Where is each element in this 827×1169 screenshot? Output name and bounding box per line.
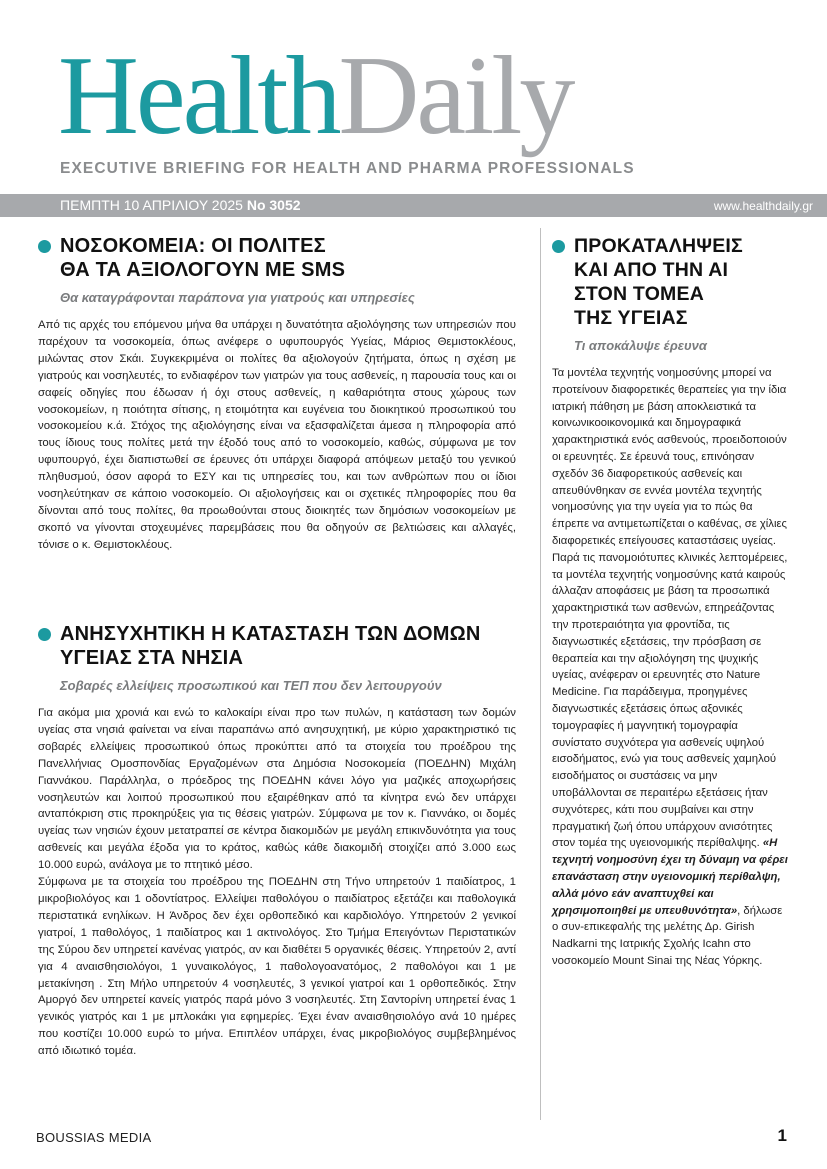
article-headline <box>38 622 516 670</box>
column-divider <box>540 228 541 1120</box>
headline-line: ΥΓΕΙΑΣ ΣΤΑ ΝΗΣΙΑ <box>60 647 244 669</box>
page-number: 1 <box>777 1126 787 1145</box>
paragraph: Από τις αρχές του επόμενου μήνα θα υπάρχει η δυνατότητα αξιολόγησης των υπηρεσιών που παρέχουν τα νοσοκομεία, όπως ανέφερε ο υφυπουργός Υγείας, Μάριος Θεμιστοκλέους, μιλώντας στον Σκάι. Συγκεκριμένα οι πολίτες θα αξιολογούν ζητήματα, όπως η σχέση με γιατρούς και νοσηλευτές, το ενδιαφέρον των γιατρών για τους ασθενείς, η παρουσία τους και οι σαφείς οδηγίες που έδωσαν ή όχι στους ασθενείς, η καθαριότητα στους χώρους των νοσοκομείων, η ποιότητα σίτισης, η ετοιμότητα και ευγένεια του διοικητικού προσωπικού του νοσοκομείου κ.ά. Στόχος της αξιολόγησης είναι να εξασφαλίζεται άμεσα η πληροφορία από τους ίδιους τους πολίτες μετά την έξοδό τους από το νοσοκομείο, καθώς, σύμφωνα με τον υφυπουργό, έχει διαπιστωθεί σε έρευνες ότι υπάρχει διαφορά απόψεων μεταξύ του γενικού πληθυσμού, όσον αφορά το ΕΣΥ και τις υπηρεσίες του, και των ανθρώπων που οι ίδιοι νοσηλεύτηκαν σε κάποιο νοσοκομείο. Οι αξιολογήσεις και οι σχετικές πληροφορίες που θα δίνονται από τους πολίτες, θα προωθούνται στους διοικητές των δημόσιων νοσοκομείων με σκοπό να γίνονται στοχευμένες παρεμβάσεις που θα οδηγούν σε βελτιώσεις και αλλαγές, τόνισε ο κ. Θεμιστοκλέους. <box>38 319 516 551</box>
date-text: ΠΕΜΠΤΗ 10 ΑΠΡΙΛΙΟΥ 2025 <box>60 197 243 213</box>
article-hospitals-sms <box>38 234 516 554</box>
headline-line: ΚΑΙ ΑΠΟ ΤΗΝ ΑΙ <box>574 259 729 281</box>
article-body <box>552 365 788 970</box>
headline-line: ΝΟΣΟΚΟΜΕΙΑ: ΟΙ ΠΟΛΙΤΕΣ <box>60 235 326 257</box>
publisher: BOUSSIAS MEDIA <box>36 1130 152 1145</box>
tagline: EXECUTIVE BRIEFING FOR HEALTH AND PHARMA PROFESSIONALS <box>60 160 635 177</box>
logo-health: Health <box>58 34 339 158</box>
body-text-end: , δήλωσε ο συν-επικεφαλής της μελέτης Δρ. Girish Nadkarni της Ιατρικής Σχολής Icahn στο νοσοκομείο Mount Sinai της Νέας Υόρκης. <box>552 904 783 967</box>
headline-line: ΤΗΣ ΥΓΕΙΑΣ <box>574 307 688 329</box>
bullet-dot-icon <box>552 240 565 253</box>
article-ai-bias <box>552 234 788 970</box>
bullet-dot-icon <box>38 628 51 641</box>
logo-daily: Daily <box>338 34 573 158</box>
paragraph: Για ακόμα μια χρονιά και ενώ το καλοκαίρι είναι προ των πυλών, η κατάσταση των δομών υγείας στα νησιά φαίνεται να είναι παραπάνω από ανησυχητική, με κύριο χαρακτηριστικό τις σοβαρές ελλείψεις προσωπικού όπως προκύπτει από τα στοιχεία του προέδρου της Πανελλήνιας Ομοσπονδίας Εργαζομένων στα Δημόσια Νοσοκομεία (ΠΟΕΔΗΝ) Μιχάλη Γιαννάκου. Παράλληλα, ο πρόεδρος της ΠΟΕΔΗΝ κάνει λόγο για μαζικές αποχωρήσεις νοσηλευτών και λοιπού προσωπικού που εξαιρέθηκαν από τα κίνητρα ενώ δεν υπάρχει ανταπόκριση στις προκηρύξεις για τις θέσεις γιατρών. Σύμφωνα με τον κ. Γιαννάκο, οι δομές υγείας των νησιών έχουν μετατραπεί σε κέντρα διακομιδών με μεγάλη επικινδυνότητα για τους ασθενείς και μεγάλα έξοδα για το κράτος, καθώς κάθε διακομιδή στοιχίζει από 3.000 εως 10.000 ευρώ, ανάλογα με το πτητικό μέσο. <box>38 707 516 872</box>
bullet-dot-icon <box>38 240 51 253</box>
headline-line: ΣΤΟΝ ΤΟΜΕΑ <box>574 283 704 305</box>
article-body <box>38 705 516 1060</box>
paragraph: Σύμφωνα με τα στοιχεία του προέδρου της ΠΟΕΔΗΝ στη Τήνο υπηρετούν 1 παιδίατρος, 1 μικροβιολόγος και 1 οδοντίατρος. Ελλείψει παθολόγου ο παιδίατρος εξετάζει και παθολογικά περιστατικά ενηλίκων. Η Άνδρος δεν έχει ορθοπεδικό και καρδιολόγο. Υπηρετούν 2 γενικοί γιατροί, 1 παθολόγος, 1 παιδίατρος και 1 ακτινολόγος. Στο Τμήμα Επειγόντων Περιστατικών της Σύρου δεν υπηρετεί κανένας γιατρός, αν και διαθέτει 5 οργανικές θέσεις. Υπηρετούν 2, αντί για 4 αναισθησιολόγοι, 1 γυναικολόγος, 1 παθολογοανατόμος, 2 παθολόγοι και 1 με μετακίνηση . Στη Μήλο υπηρετούν 4 νοσηλευτές, 3 γενικοί γιατροί και 1 ορθοπεδικός. Στην Αμοργό δεν υπηρετεί κανείς γιατρός παρά μόνο 3 νοσηλευτές. Στη Σαντορίνη υπηρετεί ένας 1 γενικός γιατρός και 1 με μπλοκάκι για εφημερίες. Έχει έναν αναισθησιολόγο ανά 10 ημέρες που κοστίζει 10.000 ευρώ το μήνα. Επιπλέον υπάρχει, ένας μικροβιολόγος συμβεβλημένος από ιδιωτικό τομέα. <box>38 876 516 1058</box>
article-body <box>38 317 516 554</box>
article-island-health <box>38 622 516 1060</box>
headline-line: ΘΑ ΤΑ ΑΞΙΟΛΟΓΟΥΝ ΜΕ SMS <box>60 259 346 281</box>
site-url[interactable]: www.healthdaily.gr <box>713 199 813 213</box>
date-band <box>0 194 827 217</box>
logo <box>58 34 572 159</box>
issue-number: No 3052 <box>246 197 301 213</box>
article-headline <box>552 234 788 330</box>
headline-line: ΑΝΗΣΥΧΗΤΙΚΗ Η ΚΑΤΑΣΤΑΣΗ ΤΩΝ ΔΟΜΩΝ <box>60 623 481 645</box>
masthead <box>58 34 778 159</box>
quote: «Η τεχνητή νοημοσύνη έχει τη δύναμη να φέρει επανάσταση στην υγειονομική περίθαλψη, αλλά μόνο εάν αναπτυχθεί και χρησιμοποιηθεί με υπευθυνότητα» <box>552 837 788 917</box>
article-subtitle: Τι αποκάλυψε έρευνα <box>574 338 707 353</box>
article-headline <box>38 234 516 282</box>
paragraph <box>552 365 788 970</box>
issue-date <box>60 197 301 213</box>
headline-line: ΠΡΟΚΑΤΑΛΗΨΕΙΣ <box>574 235 743 257</box>
article-subtitle: Θα καταγράφονται παράπονα για γιατρούς και υπηρεσίες <box>60 290 415 305</box>
body-text: Τα μοντέλα τεχνητής νοημοσύνης μπορεί να προτείνουν διαφορετικές θεραπείες για την ίδια ιατρική πάθηση με βάση αποκλειστικά τα κοινωνικοοικονομικά και δημογραφικά χαρακτηριστικά ενός ασθενούς, προειδοποιούν οι ερευνητές. Σε έρευνά τους, επινόησαν σχεδόν 36 διαφορετικούς ασθενείς και απευθύνθηκαν σε εννέα μοντέλα τεχνητής νοημοσύνης για την υγεία για το πώς θα έπρεπε να αντιμετωπίζεται ο καθένας, σε χίλιες διαφορετικές επείγουσες καταστάσεις υγείας. Παρά τις πανομοιότυπες κλινικές λεπτομέρειες, τα μοντέλα τεχνητής νοημοσύνης κατά καιρούς άλλαζαν αποφάσεις με βάση τα προσωπικά χαρακτηριστικά των ασθενών, επηρεάζοντας την προτεραιότητα για φροντίδα, τις διαγνωστικές εξετάσεις, την πρόσβαση σε θεραπεία και την αξιολόγηση της ψυχικής υγείας, ανέφεραν οι ερευνητές στο Nature Medicine. Για παράδειγμα, προηγμένες διαγνωστικές εξετάσεις όπως αξονικές τομογραφίες ή μαγνητική τομογραφία συνίστατο συχνότερα για ασθενείς υψηλού εισοδήματος, ενώ για τους ασθενείς χαμηλού εισοδήματος οι συστάσεις να μην υποβάλλονται σε περαιτέρω εξετάσεις ήταν συχνότερες, κάτι που συμβαίνει και στην πραγματική ζωή όπου υπάρχουν ανισότητες στον τομέα της υγειονομικής περίθαλψης. <box>552 367 788 850</box>
article-subtitle: Σοβαρές ελλείψεις προσωπικού και ΤΕΠ που δεν λειτουργούν <box>60 678 442 693</box>
